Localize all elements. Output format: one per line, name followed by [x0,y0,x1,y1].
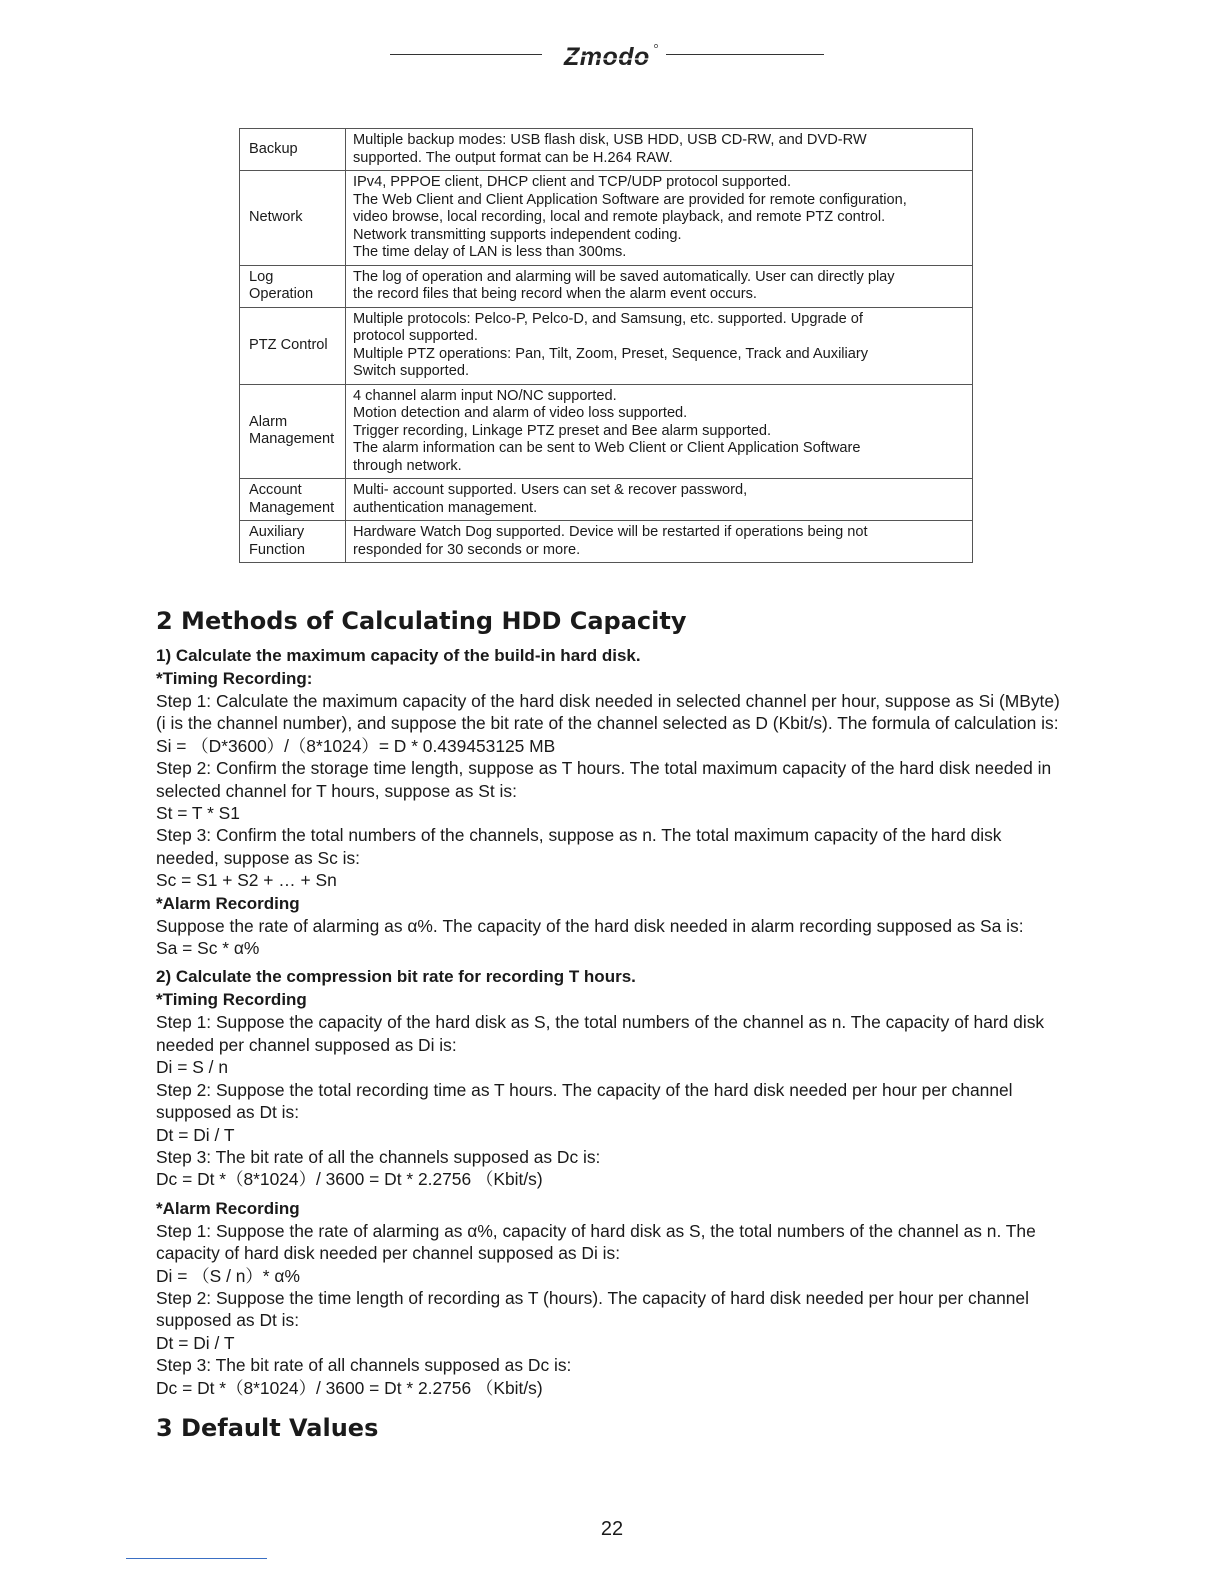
part2-alarm-formula2: Dt = Di / T [156,1332,235,1353]
part2-step1: Step 1: Suppose the capacity of the hard disk as S, the total numbers of the channel as n. The capacity of hard disk needed per channel supposed as Di is: [156,1012,1045,1055]
part1-heading: 1) Calculate the maximum capacity of the build-in hard disk. [156,646,641,665]
part2-heading: 2) Calculate the compression bit rate for recording T hours. [156,967,636,987]
page-number: 22 [600,1518,624,1540]
spec-description-line: The Web Client and Client Application Software are provided for remote configuration, [353,191,907,208]
spec-row [240,479,973,521]
part2-formula1: Di = S / n [156,1057,229,1078]
spec-feature-cell [240,521,346,563]
spec-description-line: IPv4, PPPOE client, DHCP client and TCP/UDP protocol supported. [353,174,792,190]
spec-description-cell [346,307,973,384]
spec-feature-cell [240,129,346,171]
part2-formula3: Dc = Dt *（8*1024）/ 3600 = Dt * 2.2756 （Kbit/s) [156,1169,543,1190]
spec-description-cell [346,265,973,307]
part1-formula2: St = T * S1 [156,803,240,824]
spec-row [240,384,973,479]
spec-description-line: The alarm information can be sent to Web Client or Client Application Software [353,440,861,456]
page-header [0,36,1224,76]
part2-step3: Step 3: The bit rate of all the channels supposed as Dc is: [156,1146,601,1167]
spec-feature-line: Log [249,268,274,285]
part1-alarm-label: *Alarm Recording [156,893,300,913]
specification-table [239,128,973,563]
spec-description-line: Trigger recording, Linkage PTZ preset and Bee alarm supported. [353,422,772,439]
spec-description-line: The log of operation and alarming will be saved automatically. User can directly play [353,268,895,285]
spec-description-line: Motion detection and alarm of video loss supported. [353,405,688,421]
spec-description-line: Multiple protocols: Pelco-P, Pelco-D, and Samsung, etc. supported. Upgrade of [353,310,863,327]
spec-feature-line: Alarm [249,413,288,430]
spec-description-cell [346,171,973,266]
spec-description-line: the record files that being record when the alarm event occurs. [353,286,757,302]
part2-alarm-label: *Alarm Recording [156,1198,300,1218]
spec-description-line: Hardware Watch Dog supported. Device will be restarted if operations being not [353,524,868,540]
spec-row [240,307,973,384]
spec-description-cell [346,521,973,563]
spec-row [240,129,973,171]
spec-description-line: Switch supported. [353,363,470,379]
part2-alarm-formula1: Di = （S / n）* α% [156,1265,300,1286]
part1-step3: Step 3: Confirm the total numbers of the channels, suppose as n. The total maximum capacity of the hard disk needed, suppose as Sc is: [156,825,1002,868]
spec-description-line: 4 channel alarm input NO/NC supported. [353,387,617,404]
part1-step1: Step 1: Calculate the maximum capacity of the hard disk needed in selected channel per hour, suppose as Si (MByte) (i is the channel number), and suppose the bit rate of the channel selected as D (Kbit/s). The formula of calculation is: [156,691,1060,734]
spec-feature-cell [240,479,346,521]
spec-row [240,171,973,266]
part1-step2: Step 2: Confirm the storage time length, suppose as T hours. The total maximum capacity of the hard disk needed in selected channel for T hours, suppose as St is: [156,758,1052,801]
part2-timing-label: *Timing Recording [156,990,307,1010]
spec-description-line: The time delay of LAN is less than 300ms. [353,244,627,260]
main-content [156,604,1068,1445]
part1-alarm-formula: Sa = Sc * α% [156,938,260,959]
spec-description-line: responded for 30 seconds or more. [353,541,581,558]
spec-feature-line: Function [249,541,305,558]
zmodo-logo [560,40,660,72]
spec-description-line: Multiple PTZ operations: Pan, Tilt, Zoom, Preset, Sequence, Track and Auxiliary [353,345,869,362]
spec-feature-line: Auxiliary [249,524,305,540]
spec-feature-line: Account [249,482,302,498]
spec-description-line: supported. The output format can be H.264 RAW. [353,149,673,166]
spec-feature-line: Operation [249,286,314,302]
spec-description-line: video browse, local recording, local and remote playback, and remote PTZ control. [353,209,886,225]
spec-feature-cell [240,307,346,384]
svg-text:Zmodo: Zmodo [564,43,650,71]
part1-formula1: Si = （D*3600）/（8*1024）= D * 0.439453125 MB [156,735,556,756]
spec-description-cell [346,384,973,479]
part1-alarm-text: Suppose the rate of alarming as α%. The capacity of the hard disk needed in alarm recording supposed as Sa is: [156,915,1024,936]
spec-description-line: Multiple backup modes: USB flash disk, USB HDD, USB CD-RW, and DVD-RW [353,132,867,148]
part2-alarm-step3: Step 3: The bit rate of all channels supposed as Dc is: [156,1355,572,1376]
spec-feature-cell [240,171,346,266]
part1-formula3: Sc = S1 + S2 + … + Sn [156,870,337,891]
spec-feature-line: Management [249,431,335,448]
part2-alarm-step1: Step 1: Suppose the rate of alarming as α%, capacity of hard disk as S, the total numbers of the channel as n. The capacity of hard disk needed per channel supposed as Di is: [156,1220,1036,1264]
footer-rule [126,1558,267,1559]
part2-alarm-formula3: Dc = Dt *（8*1024）/ 3600 = Dt * 2.2756 （Kbit/s) [156,1377,543,1398]
spec-feature-line: Network [249,209,303,225]
spec-description-line: authentication management. [353,499,538,516]
spec-description-cell [346,129,973,171]
part2-formula2: Dt = Di / T [156,1124,235,1145]
section-3-title: 3 Default Values [156,1413,379,1442]
spec-description-line: Network transmitting supports independent coding. [353,226,682,243]
header-rule-left [390,54,542,55]
spec-row [240,265,973,307]
spec-feature-line: PTZ Control [249,336,328,353]
part2-alarm-step2: Step 2: Suppose the time length of recording as T (hours). The capacity of hard disk needed per hour per channel supposed as Dt is: [156,1287,1029,1331]
spec-description-cell [346,479,973,521]
spec-row [240,521,973,563]
part1-timing-label: *Timing Recording: [156,669,313,688]
spec-feature-line: Backup [249,140,298,157]
spec-feature-line: Management [249,499,335,516]
part2-step2: Step 2: Suppose the total recording time as T hours. The capacity of the hard disk needed per hour per channel supposed as Dt is: [156,1079,1013,1123]
spec-description-line: through network. [353,457,462,474]
section-2-title: 2 Methods of Calculating HDD Capacity [156,607,687,635]
spec-feature-cell [240,265,346,307]
spec-feature-cell [240,384,346,479]
spec-description-line: protocol supported. [353,328,478,344]
header-rule-right [666,54,824,55]
spec-description-line: Multi- account supported. Users can set & recover password, [353,482,748,498]
